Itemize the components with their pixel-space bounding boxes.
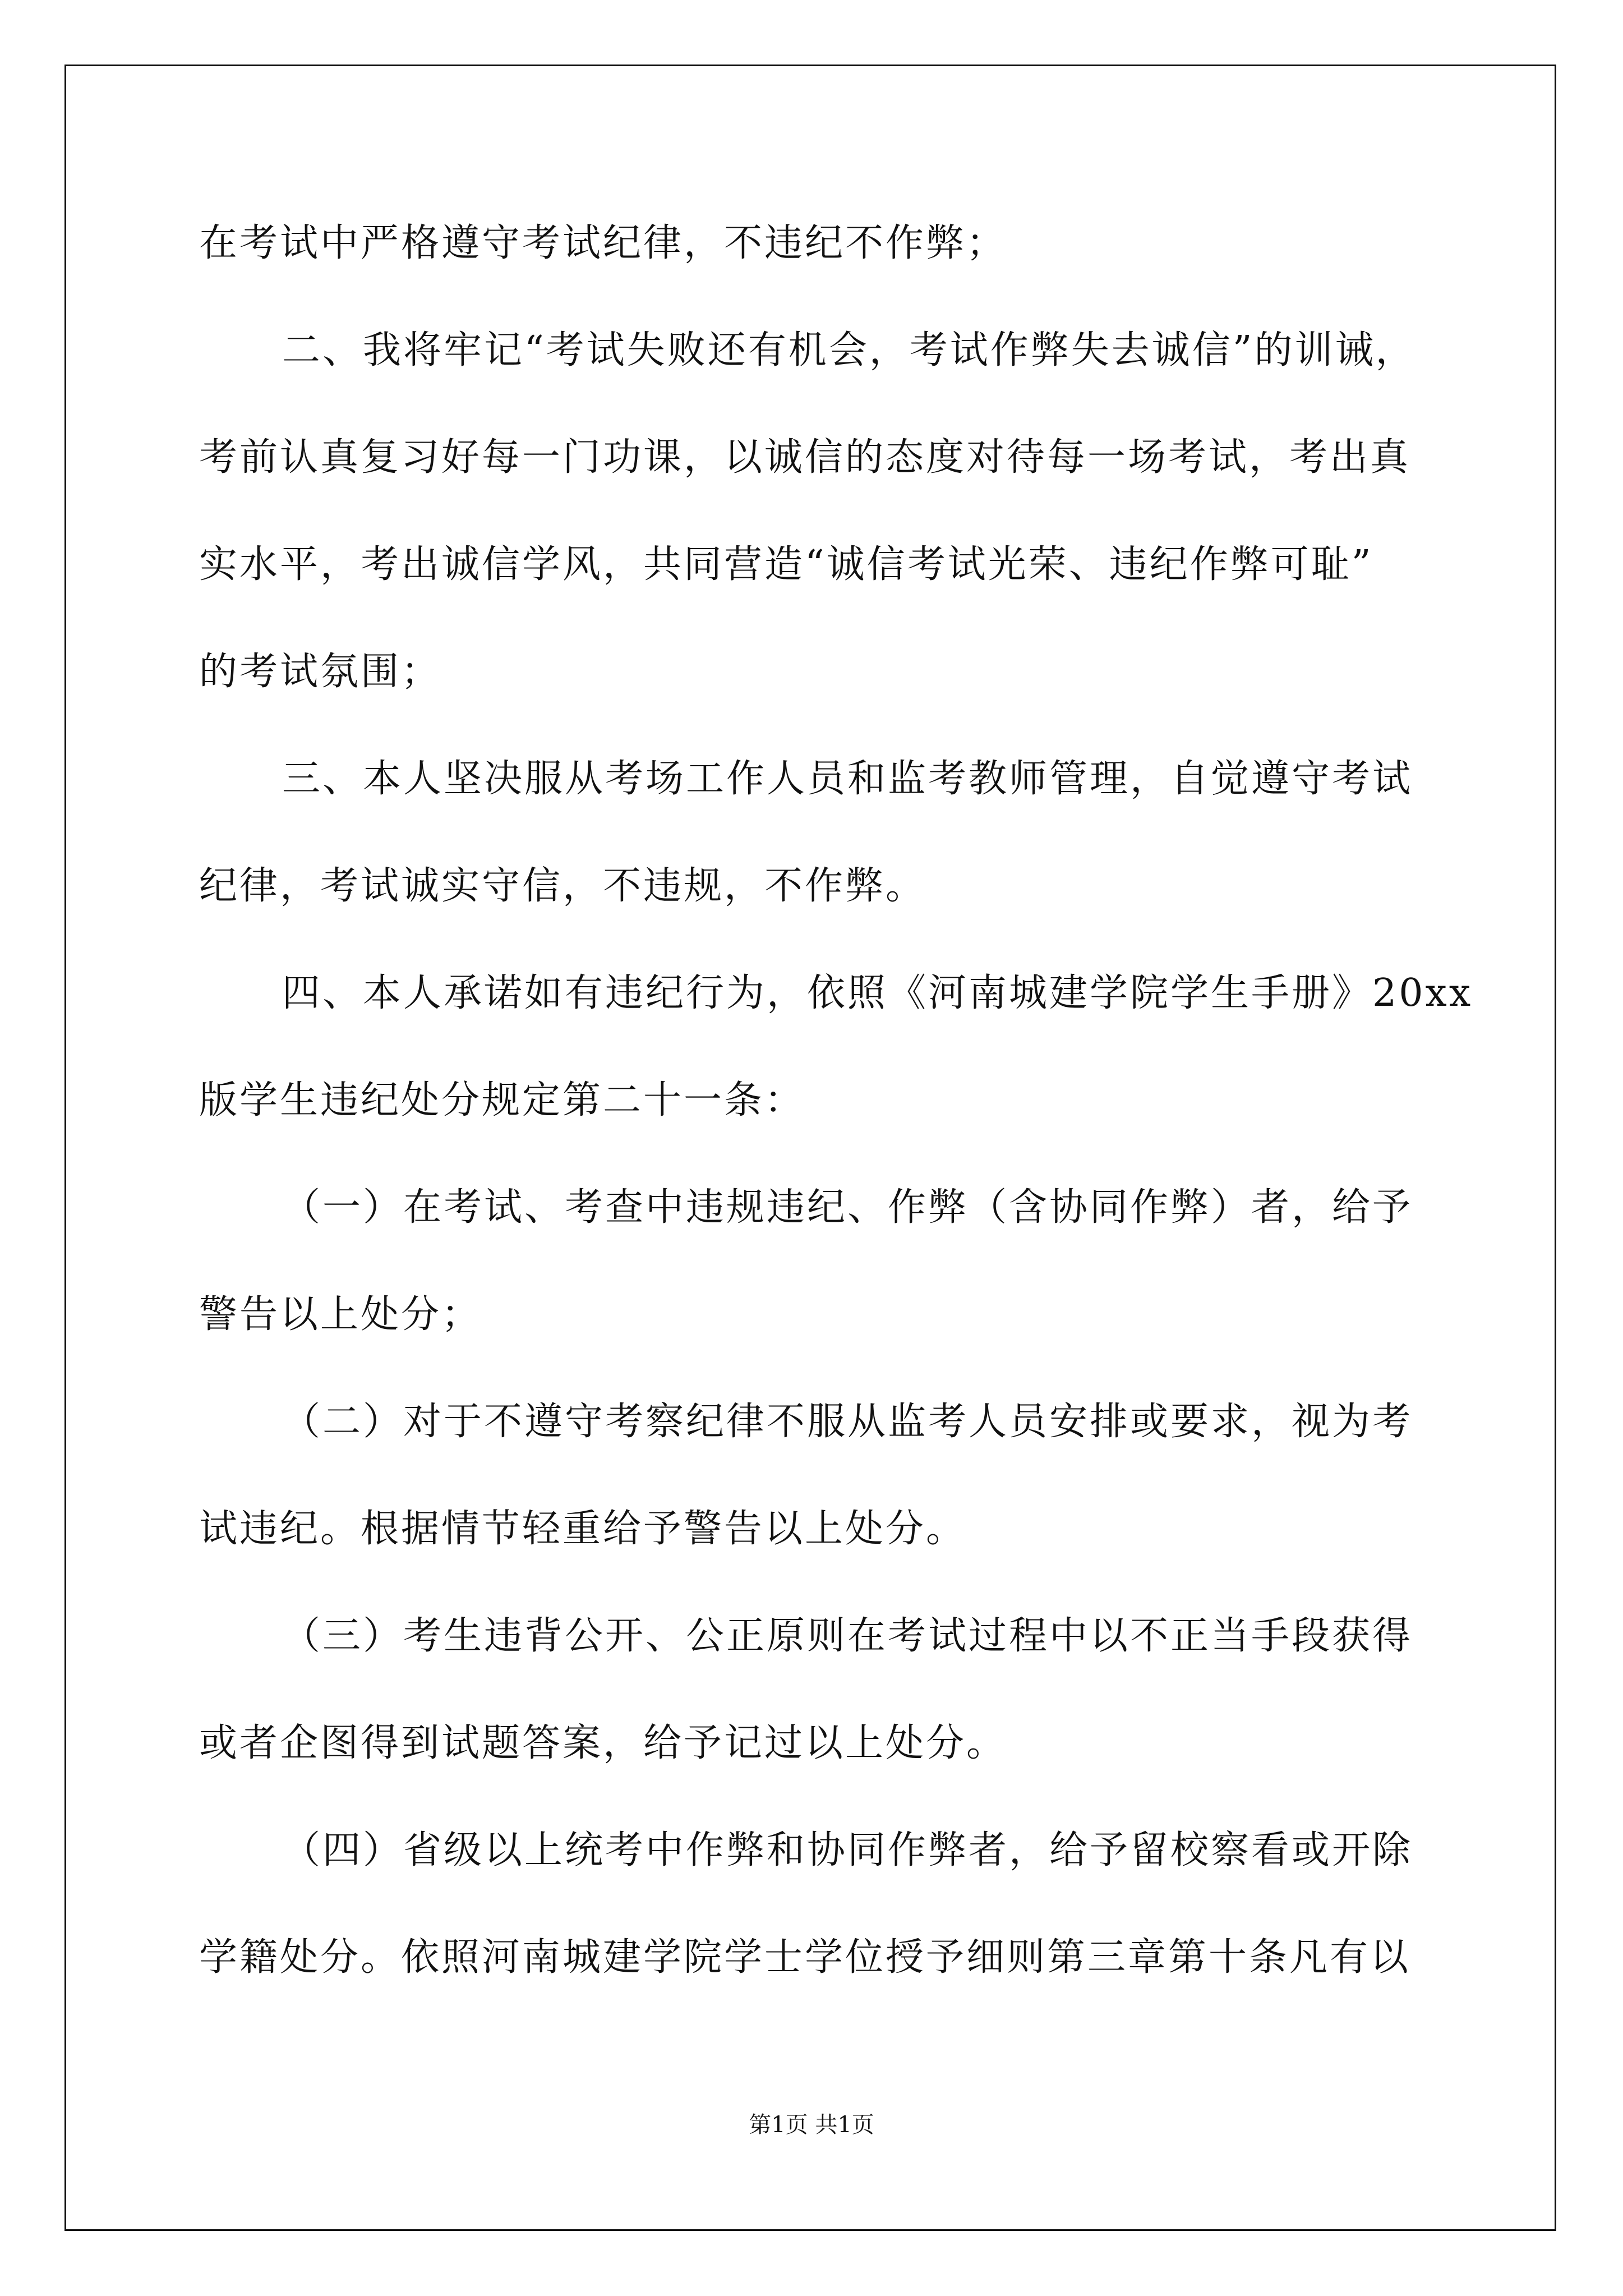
document-line: 或者企图得到试题答案，给予记过以上处分。 xyxy=(199,1721,1007,1765)
document-line: 在考试中严格遵守考试纪律，不违纪不作弊； xyxy=(199,221,1007,265)
page-footer: 第1页 共1页 xyxy=(749,2112,874,2138)
document-line: 考前认真复习好每一门功课，以诚信的态度对待每一场考试，考出真 xyxy=(199,435,1411,480)
document-line: 四、本人承诺如有违纪行为，依照《河南城建学院学生手册》20xx xyxy=(282,971,1473,1015)
document-body xyxy=(199,221,1473,2046)
document-line: 学籍处分。依照河南城建学院学士学位授予细则第三章第十条凡有以 xyxy=(199,1935,1411,1980)
document-line: （一）在考试、考查中违规违纪、作弊（含协同作弊）者，给予 xyxy=(282,1185,1413,1230)
document-line: 纪律，考试诚实守信，不违规，不作弊。 xyxy=(199,864,926,908)
document-line: （二）对于不遵守考察纪律不服从监考人员安排或要求，视为考 xyxy=(282,1400,1413,1444)
document-line: （三）考生违背公开、公正原则在考试过程中以不正当手段获得 xyxy=(282,1614,1413,1658)
document-line: 三、本人坚决服从考场工作人员和监考教师管理，自觉遵守考试 xyxy=(282,757,1413,801)
document-line: 实水平，考出诚信学风，共同营造“诚信考试光荣、违纪作弊可耻” xyxy=(199,542,1373,587)
document-line: （四）省级以上统考中作弊和协同作弊者，给予留校察看或开除 xyxy=(282,1828,1413,1872)
document-line: 警告以上处分； xyxy=(199,1292,482,1337)
document-line: 的考试氛围； xyxy=(199,650,442,694)
document-line: 版学生违纪处分规定第二十一条： xyxy=(199,1078,805,1122)
document-line: 二、我将牢记“考试失败还有机会，考试作弊失去诚信”的训诫， xyxy=(282,328,1416,372)
document-line: 试违纪。根据情节轻重给予警告以上处分。 xyxy=(199,1507,967,1551)
